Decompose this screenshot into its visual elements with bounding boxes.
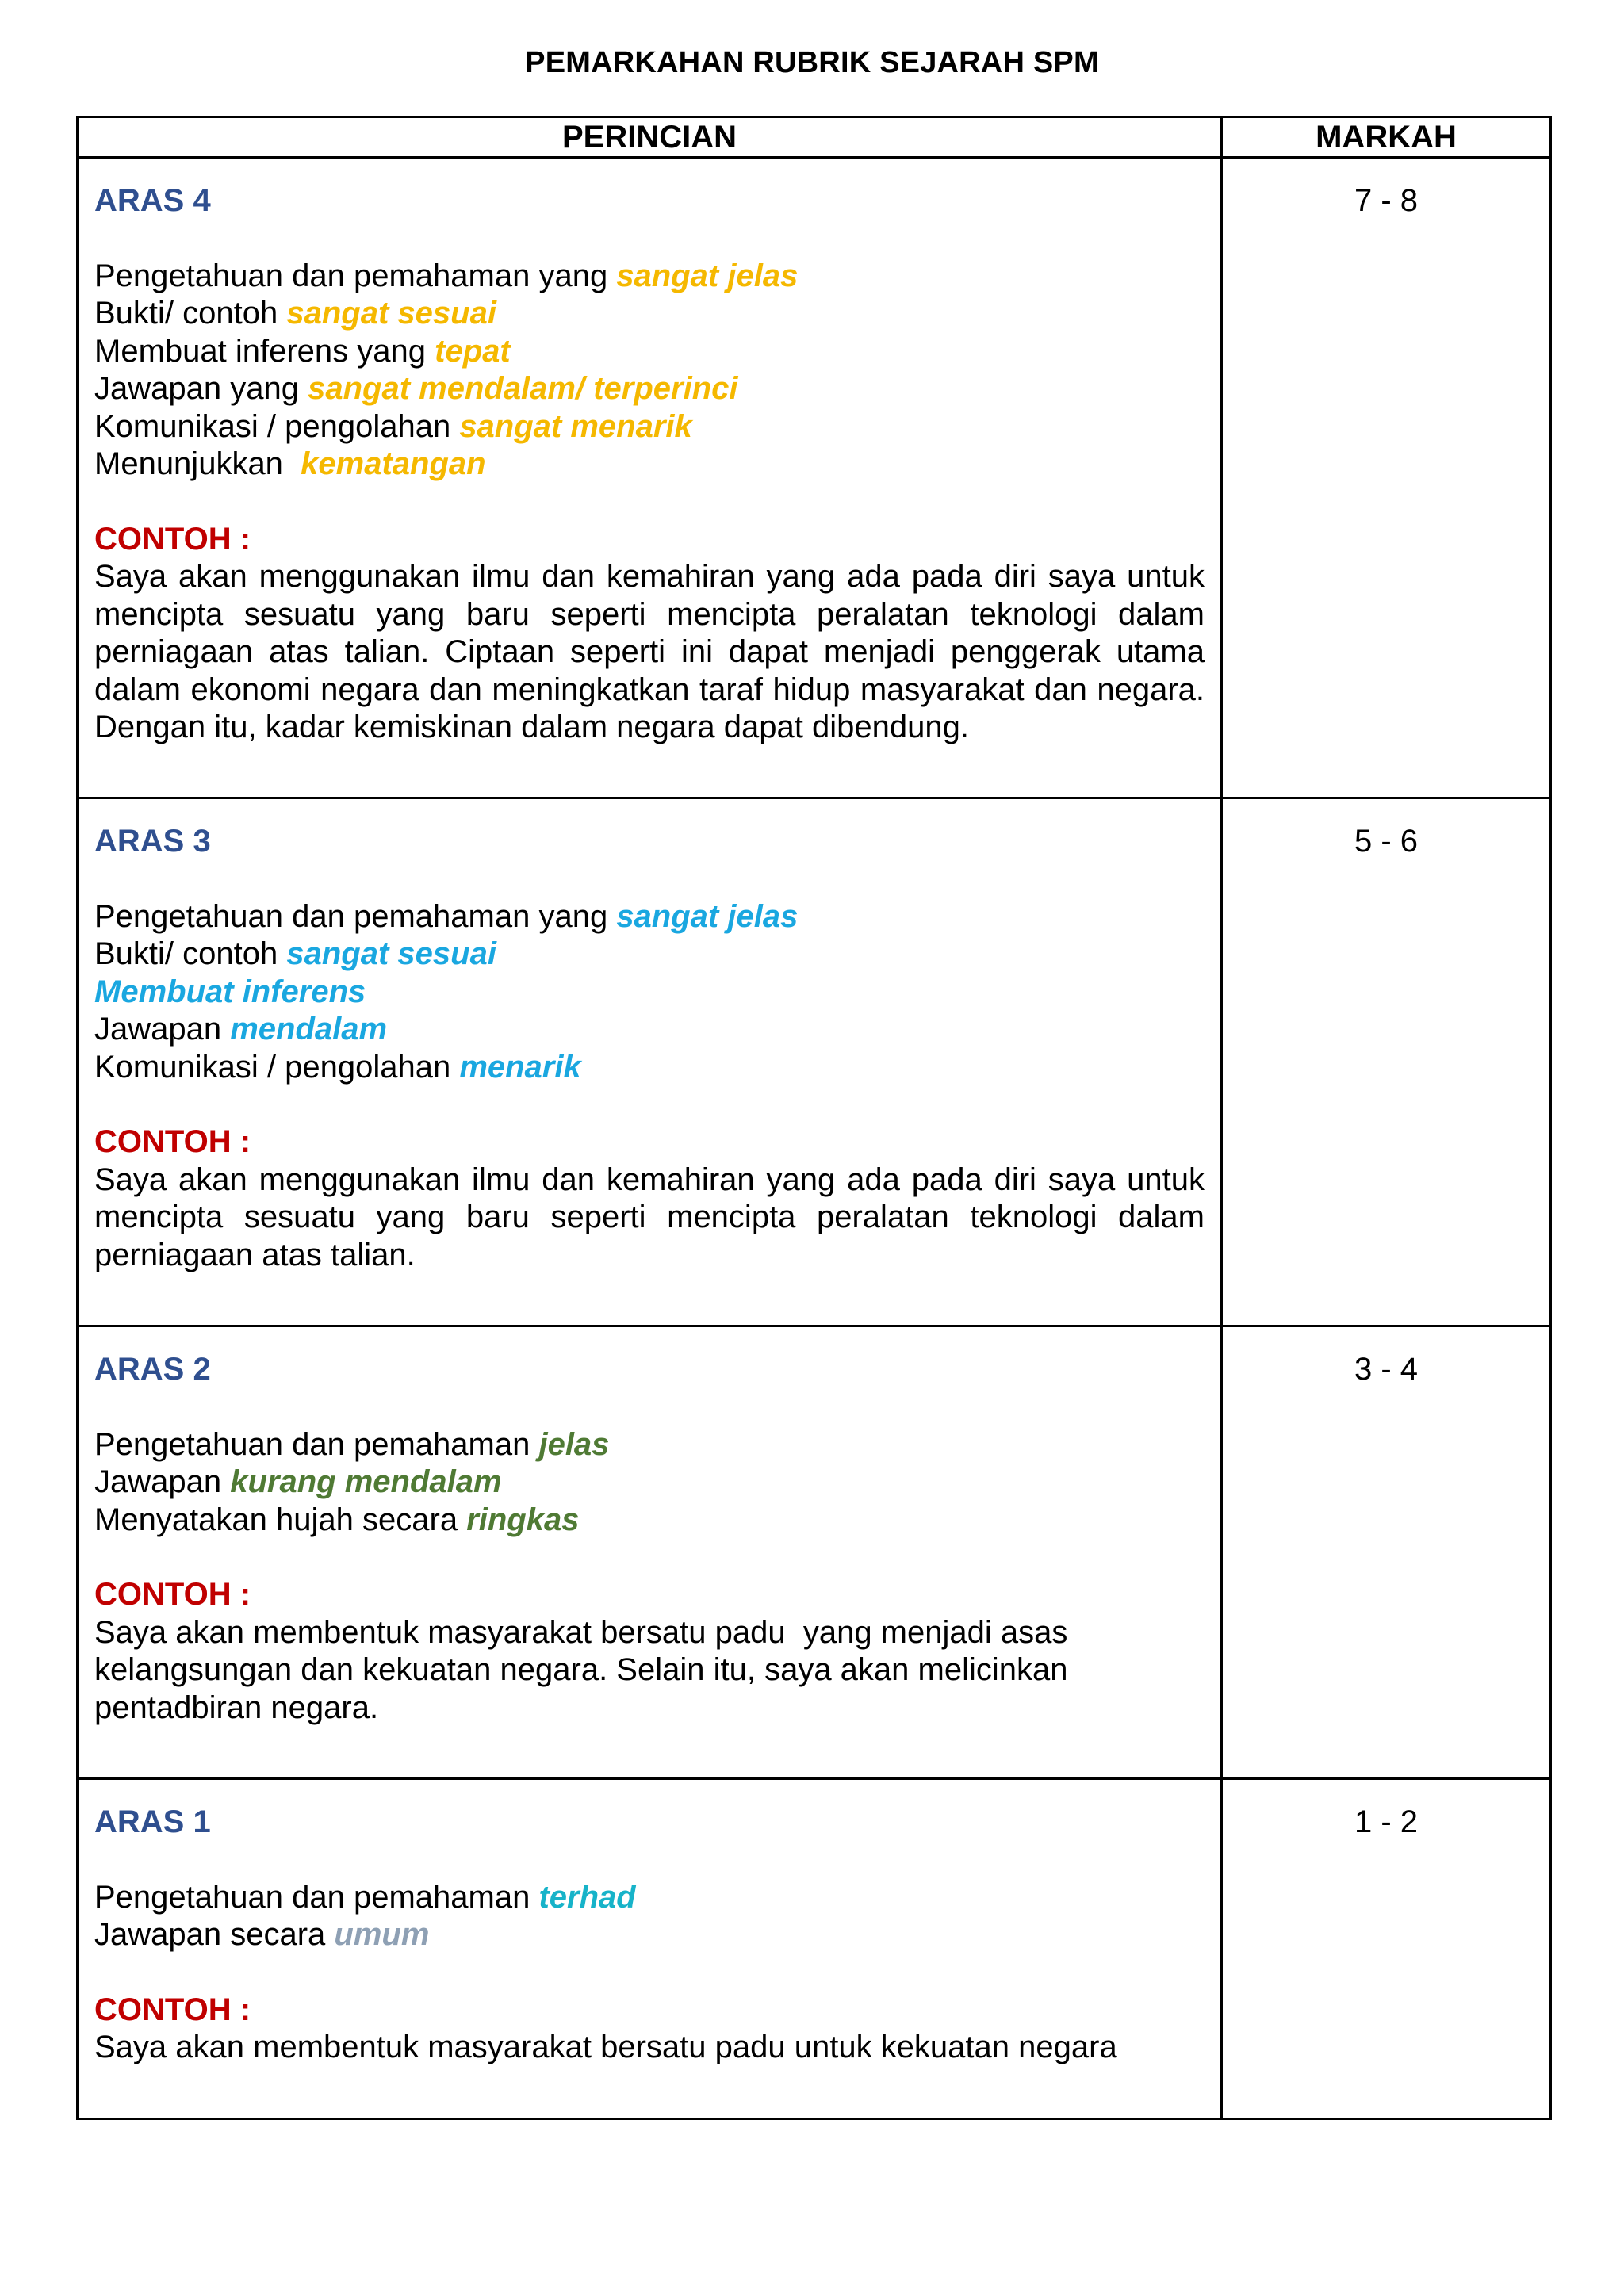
details-cell xyxy=(78,1779,1222,2119)
marks-cell xyxy=(1222,1326,1551,1779)
example-label: CONTOH : xyxy=(94,521,251,557)
example-label: CONTOH : xyxy=(94,1577,251,1612)
details-cell xyxy=(78,1326,1222,1779)
criterion: Membuat inferens yang tepat xyxy=(94,333,511,369)
level-title: ARAS 4 xyxy=(94,183,211,218)
example-text-line: pentadbiran negara. xyxy=(94,1689,379,1725)
marks-value: 1 - 2 xyxy=(1354,1804,1419,1839)
page-title: PEMARKAHAN RUBRIK SEJARAH SPM xyxy=(525,46,1099,79)
rubric-row-aras-2 xyxy=(78,1326,1551,1779)
example-text: Saya akan menggunakan ilmu dan kemahiran yang ada pada diri saya untuk mencipta sesuatu yang baru seperti mencipta peralatan teknologi dalam perniagaan atas talian. Ciptaan seperti ini dapat menjadi penggerak utama dalam ekonomi negara dan meningkatkan taraf hidup masyarakat dan negara. Dengan itu, kadar kemiskinan dalam negara dapat dibendung. xyxy=(94,559,1205,744)
details-cell xyxy=(78,158,1222,798)
marks-cell xyxy=(1222,798,1551,1326)
criterion: Komunikasi / pengolahan sangat menarik xyxy=(94,408,692,444)
details-cell xyxy=(78,798,1222,1326)
rubric-row-aras-1 xyxy=(78,1779,1551,2119)
example-text: Saya akan menggunakan ilmu dan kemahiran yang ada pada diri saya untuk mencipta sesuatu yang baru seperti mencipta peralatan teknologi dalam perniagaan atas talian. xyxy=(94,1161,1205,1272)
criterion: Jawapan secara umum xyxy=(94,1917,430,1952)
criterion: Membuat inferens xyxy=(94,974,366,1009)
marks-value: 3 - 4 xyxy=(1354,1352,1419,1387)
example-label: CONTOH : xyxy=(94,1992,251,2027)
example-text-line: Saya akan membentuk masyarakat bersatu padu yang menjadi asas xyxy=(94,1614,1068,1650)
level-title: ARAS 1 xyxy=(94,1804,211,1839)
marks-value: 5 - 6 xyxy=(1354,824,1419,859)
marks-cell xyxy=(1222,158,1551,798)
rubric-row-aras-4 xyxy=(78,158,1551,798)
header-details: PERINCIAN xyxy=(78,117,1222,158)
example-text: Saya akan membentuk masyarakat bersatu padu untuk kekuatan negara xyxy=(94,2030,1117,2064)
criterion: Menyatakan hujah secara ringkas xyxy=(94,1502,580,1537)
marks-value: 7 - 8 xyxy=(1354,183,1419,218)
criterion: Bukti/ contoh sangat sesuai xyxy=(94,296,496,331)
table-header-row xyxy=(78,117,1551,158)
example-label: CONTOH : xyxy=(94,1124,251,1159)
criterion: Pengetahuan dan pemahaman yang sangat jelas xyxy=(94,258,799,293)
criterion: Jawapan yang sangat mendalam/ terperinci xyxy=(94,371,738,406)
criterion: Pengetahuan dan pemahaman yang sangat jelas xyxy=(94,898,799,934)
example-text-line: kelangsungan dan kekuatan negara. Selain itu, saya akan melicinkan xyxy=(94,1652,1068,1687)
level-title: ARAS 3 xyxy=(94,824,211,859)
criterion: Pengetahuan dan pemahaman jelas xyxy=(94,1426,610,1462)
header-marks: MARKAH xyxy=(1222,117,1551,158)
marks-cell xyxy=(1222,1779,1551,2119)
criterion: Menunjukkan kematangan xyxy=(94,446,486,481)
criterion: Komunikasi / pengolahan menarik xyxy=(94,1049,581,1085)
criterion: Bukti/ contoh sangat sesuai xyxy=(94,936,496,971)
level-title: ARAS 2 xyxy=(94,1352,211,1387)
criterion: Jawapan kurang mendalam xyxy=(94,1464,502,1499)
criterion: Pengetahuan dan pemahaman terhad xyxy=(94,1879,636,1915)
rubric-table xyxy=(76,116,1552,2120)
rubric-row-aras-3 xyxy=(78,798,1551,1326)
criterion: Jawapan mendalam xyxy=(94,1012,388,1047)
